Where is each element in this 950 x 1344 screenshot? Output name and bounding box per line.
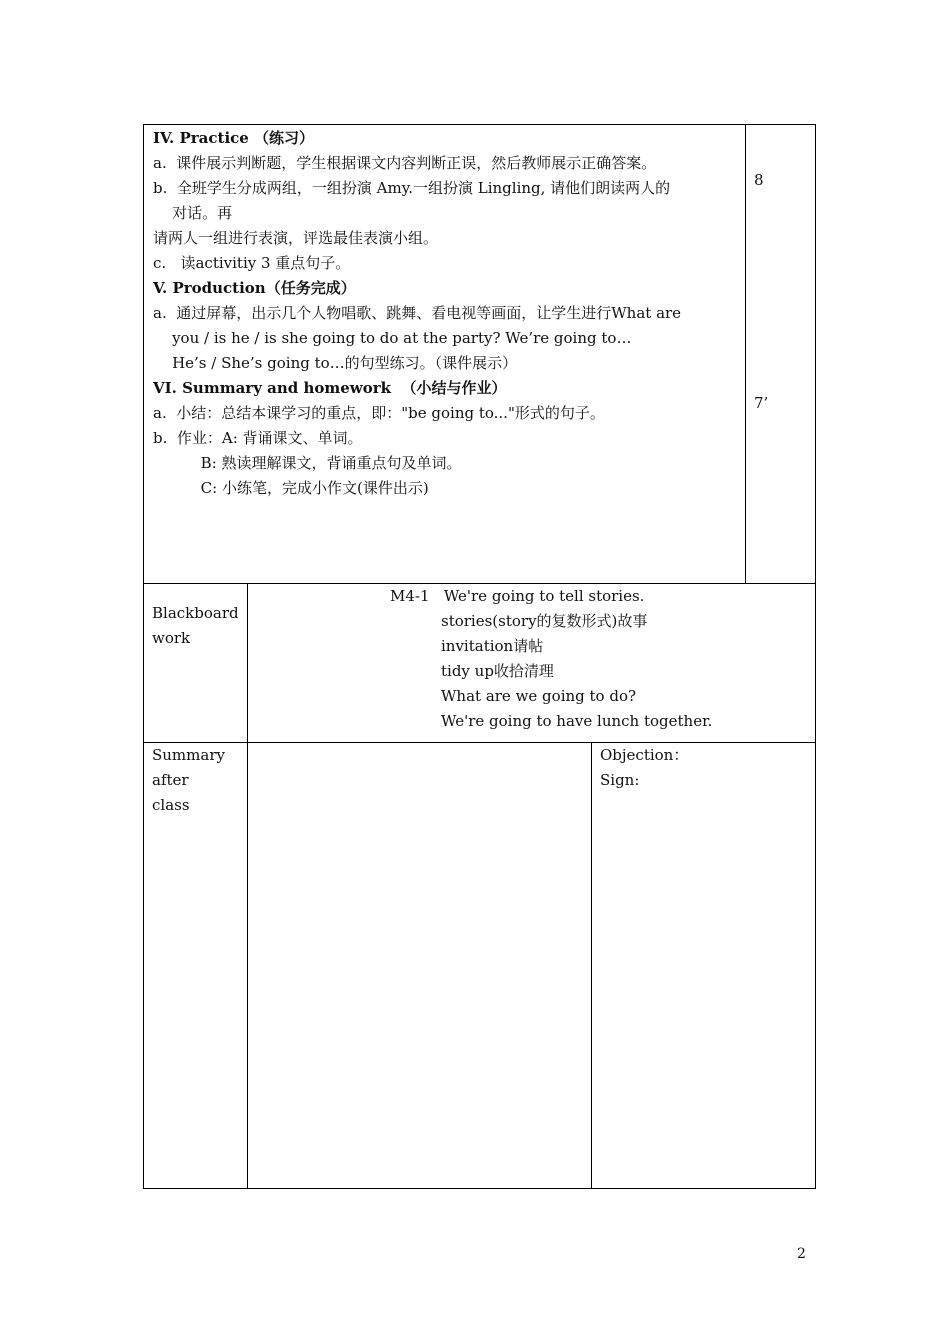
blackboard-line: tidy up收拾清理 <box>441 662 554 680</box>
blackboard-line: We're going to have lunch together. <box>441 712 713 730</box>
summary-after-label-line2: after <box>152 771 189 789</box>
production-item-a-line1: a. 通过屏幕，出示几个人物唱歌、跳舞、看电视等画面，让学生进行What are <box>153 304 682 322</box>
practice-heading: IV. Practice （练习） <box>153 129 315 147</box>
blackboard-label-line1: Blackboard <box>152 604 239 622</box>
summary-item-b: b. 作业：A: 背诵课文、单词。 <box>153 429 363 447</box>
blackboard-line: stories(story的复数形式)故事 <box>441 612 648 630</box>
production-item-a-line2: you / is he / is she going to do at the party? We’re going to… <box>153 329 632 347</box>
production-item-a-line3: He’s / She’s going to…的句型练习。（课件展示） <box>153 354 518 372</box>
practice-item-b-line1: b. 全班学生分成两组，一组扮演 Amy.一组扮演 Lingling, 请他们朗读两人的 <box>153 179 671 197</box>
blackboard-label-line2: work <box>152 629 191 647</box>
blackboard-line: invitation请帖 <box>441 637 544 655</box>
summary-item-b-C: C: 小练笔，完成小作文(课件出示) <box>153 479 429 497</box>
summary-after-label-line1: Summary <box>152 746 225 764</box>
objection-label: Objection： <box>600 746 689 764</box>
practice-item-b-line2: 对话。再 <box>153 204 233 222</box>
blackboard-line: What are we going to do? <box>441 687 637 705</box>
summary-after-label-line3: class <box>152 796 190 814</box>
practice-item-b-line3: 请两人一组进行表演，评选最佳表演小组。 <box>153 229 439 247</box>
time-label-2: 7’ <box>754 394 769 412</box>
time-label-1: 8 <box>754 171 764 189</box>
summary-item-a: a. 小结：总结本课学习的重点，即："be going to..."形式的句子。 <box>153 404 605 422</box>
practice-item-a: a. 课件展示判断题，学生根据课文内容判断正误，然后教师展示正确答案。 <box>153 154 657 172</box>
summary-item-b-B: B: 熟读理解课文，背诵重点句及单词。 <box>153 454 462 472</box>
production-heading: V. Production（任务完成） <box>153 279 356 297</box>
practice-item-c: c. 读activitiy 3 重点句子。 <box>153 254 351 272</box>
page-number: 2 <box>797 1246 806 1262</box>
sign-label: Sign: <box>600 771 640 789</box>
blackboard-title: M4-1 We're going to tell stories. <box>390 587 645 605</box>
summary-heading: VI. Summary and homework （小结与作业） <box>153 379 507 397</box>
